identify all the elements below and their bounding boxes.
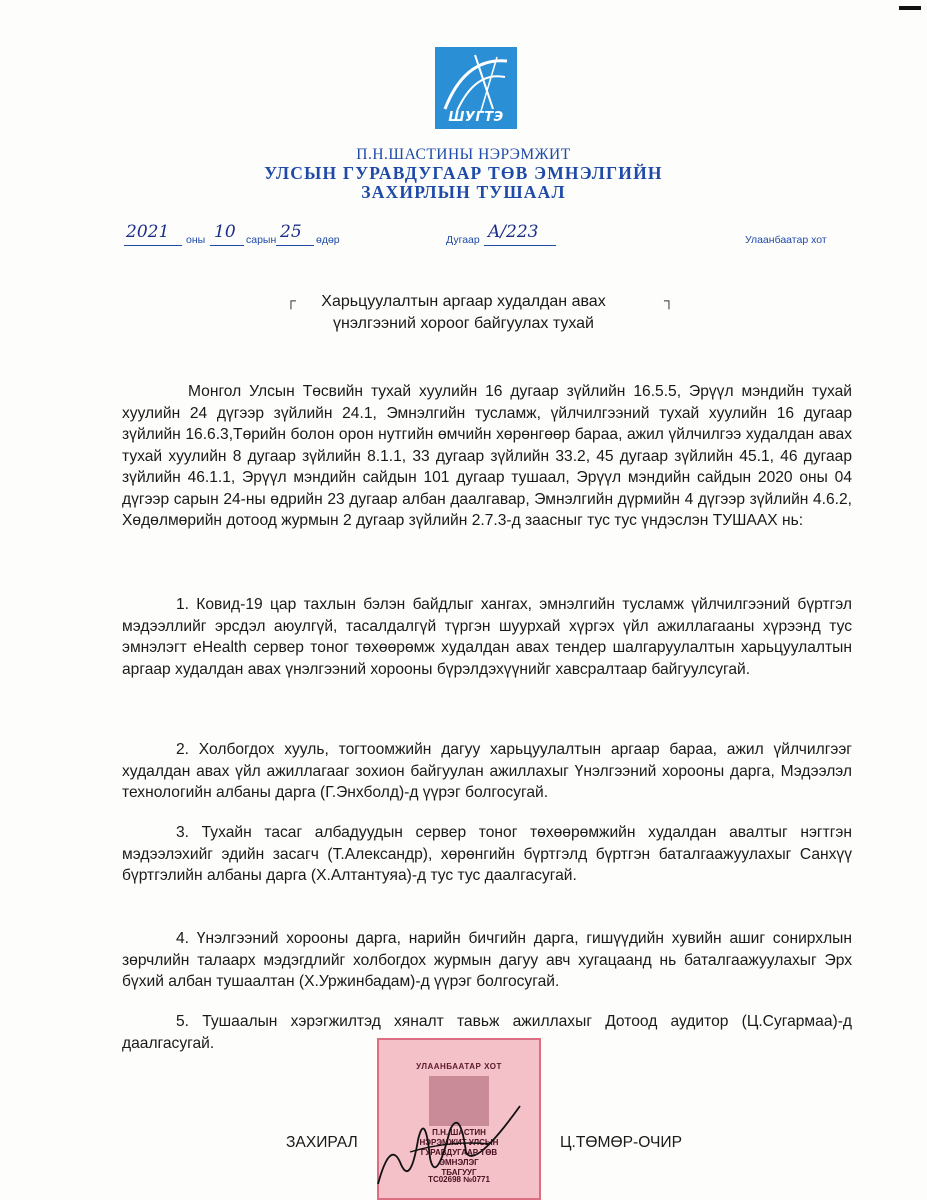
order-year: 2021 xyxy=(126,222,170,242)
scan-mark xyxy=(899,6,921,10)
handwritten-signature xyxy=(370,1100,540,1190)
subject-line-2: үнэлгээний хороог байгуулах тухай xyxy=(333,315,594,332)
subject-line-1: Харьцуулалтын аргаар худалдан авах xyxy=(321,293,606,310)
stamp-code: ТС02698 №0771 xyxy=(428,1175,490,1184)
order-item-2-text: 2. Холбогдох хууль, тогтоомжийн дагуу харьцуулалтын аргаар бараа, ажил үйлчилгээг худалдан авах үйл ажиллагааг зохион байгуулан ажиллахыг Үнэлгээний хорооны дарга, Мэдээлэл технологийн албаны дарга (Г.Энхболд)-д үүрэг болгосугай. xyxy=(122,741,852,801)
signatory-role: ЗАХИРАЛ xyxy=(286,1134,358,1151)
order-month: 10 xyxy=(214,222,236,242)
month-label: сарын xyxy=(246,234,277,246)
header-title: ЗАХИРЛЫН ТУШААЛ xyxy=(361,182,566,202)
logo-text: ШУГТЭ xyxy=(448,110,504,125)
stamp-top-text: УЛААНБААТАР ХОТ xyxy=(416,1062,502,1071)
order-item-1 xyxy=(122,594,852,680)
order-item-1-text: 1. Ковид-19 цар тахлын бэлэн байдлыг хангах, эмнэлгийн тусламж үйлчилгээний бүртгэл мэдээллийг эрсдэл аюулгүй, тасалдалгүй түргэн шуурхай хүргэх үйл ажиллагааны хүрээнд тус эмнэлэгт eHealth сервер тоног төхөөрөмж худалдан авах тендер шалгаруулалтын харьцуулалтын аргаар худалдан авах үнэлгээний хорооны бүрэлдэхүүнийг хавсралтаар байгуулсугай. xyxy=(122,596,852,678)
hospital-logo xyxy=(435,47,517,129)
order-item-3 xyxy=(122,822,852,887)
preamble-text: Монгол Улсын Төсвийн тухай хуулийн 16 дугаар зүйлийн 16.5.5, Эрүүл мэндийн тухай хуулийн 24 дүгээр зүйлийн 24.1, Эмнэлгийн тусламж, үйлчилгээний тухай хуулийн 16 дугаар зүйлийн 16.6.3,Төрийн болон орон нутгийн өмчийн хөрөнгөөр бараа, ажил үйлчилгээ худалдан авах тухай хуулийн 8 дугаар зүйлийн 8.1.1, 33 дугаар зүйлийн 33.2, 45 дугаар зүйлийн 45.1, 46 дугаар зүйлийн 46.1.1, Эрүүл мэндийн сайдын 101 дугаар тушаал, Эрүүл мэндийн сайдын 2020 оны 04 дүгээр сарын 24-ны өдрийн 23 дугаар албан даалгавар, Эмнэлгийн дүрмийн 4 дүгээр зүйлийн 4.6.2, Хөдөлмөрийн дотоод журмын 2 дугаар зүйлийн 2.7.3-д заасныг тус тус үндэслэн ТУШААХ нь: xyxy=(122,383,852,529)
signatory-name: Ц.ТӨМӨР-ОЧИР xyxy=(560,1134,683,1151)
order-subject xyxy=(0,291,927,335)
number-label: Дугаар xyxy=(446,234,480,246)
year-label: оны xyxy=(186,234,206,246)
order-item-4-text: 4. Үнэлгээний хорооны дарга, нарийн бичгийн дарга, гишүүдийн хувийн ашиг сонирхлын зөрчлийн талаарх мэдэгдлийг холбогдох журмын дагуу авч хугацаанд нь баталгаажуулахыг Эрх бүхий албан тушаалтан (Х.Уржинбадам)-д үүрэг болгосугай. xyxy=(122,930,852,990)
stamp-line: ЭМНЭЛЭГ xyxy=(439,1158,479,1167)
order-item-2 xyxy=(122,739,852,804)
year-underline xyxy=(124,245,182,246)
day-underline xyxy=(276,245,314,246)
header-organization: УЛСЫН ГУРАВДУГААР ТӨВ ЭМНЭЛГИЙН xyxy=(264,163,663,183)
stamp-line: НЭРЭМЖИТ УЛСЫН xyxy=(419,1138,499,1147)
stamp-line: ГУРАВДУГААР ТӨВ xyxy=(420,1148,498,1157)
order-meta-row xyxy=(0,220,927,254)
stamp-line: ТБАГУУГ xyxy=(441,1168,477,1177)
order-item-3-text: 3. Тухайн тасаг албадуудын сервер тоног төхөөрөмжийн худалдан авалтыг нэгтгэн мэдээлэхийг эдийн засагч (Т.Александр), хөрөнгийн бүртгэлд бүртгэн баталгаажуулахыг Санхүү бүртгэлийн албаны дарга (Х.Алтантуяа)-д тус тус даалгасугай. xyxy=(122,824,852,884)
subject-bracket-right: ┐ xyxy=(664,292,674,308)
subject-bracket-left: ┌ xyxy=(286,292,296,308)
city: Улаанбаатар хот xyxy=(745,234,827,246)
order-day: 25 xyxy=(280,222,302,242)
month-underline xyxy=(210,245,244,246)
preamble-paragraph xyxy=(122,381,852,532)
day-label: өдөр xyxy=(316,234,340,246)
order-item-4 xyxy=(122,928,852,993)
order-number: A/223 xyxy=(488,222,539,242)
stamp-line: П.Н. ШАСТИН xyxy=(432,1128,486,1137)
header-named: П.Н.ШАСТИНЫ НЭРЭМЖИТ xyxy=(356,146,571,163)
order-item-5-text: 5. Тушаалын хэрэгжилтэд хяналт тавьж ажиллахыг Дотоод аудитор (Ц.Сугармаа)-д даалгасугай. xyxy=(122,1013,852,1052)
number-underline xyxy=(484,245,556,246)
